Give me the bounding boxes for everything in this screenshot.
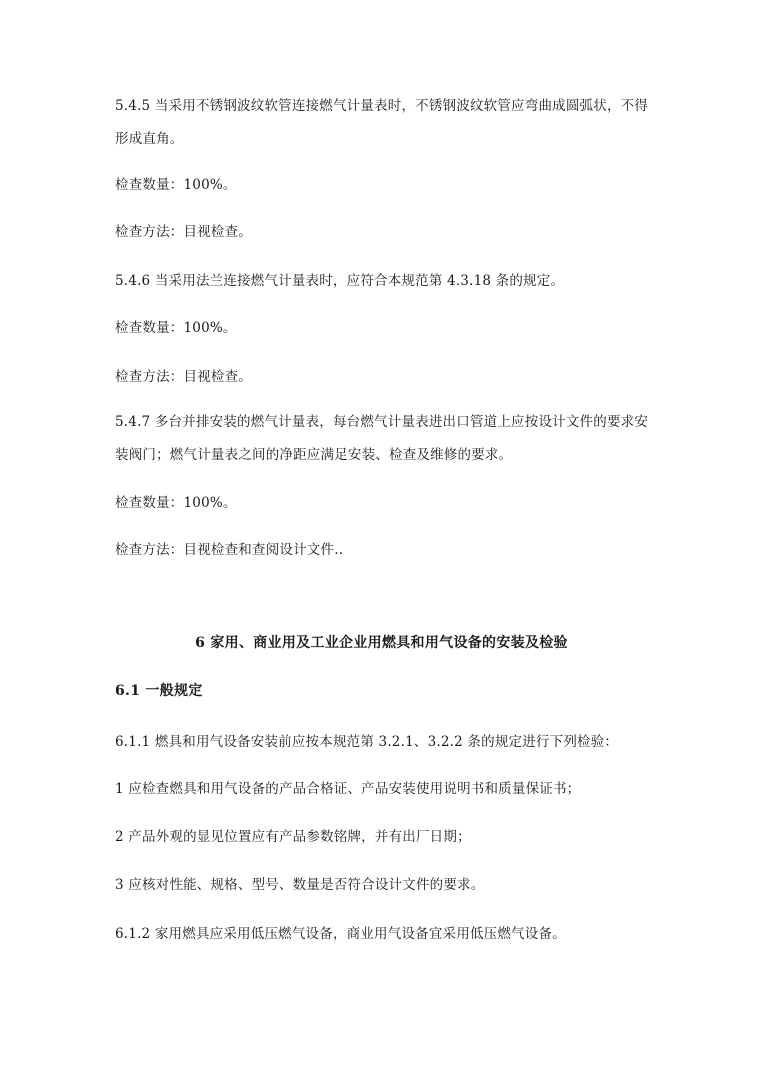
inspection-quantity: 检查数量：100%。 bbox=[115, 495, 237, 511]
clause-5-4-7: 5.4.7 多台并排安装的燃气计量表，每台燃气计量表进出口管道上应按设计文件的要求安装阀门；燃气计量表之间的净距应满足安装、检查及维修的要求。 bbox=[115, 414, 649, 463]
list-item-2: 2 产品外观的显见位置应有产品参数铭牌，并有出厂日期； bbox=[115, 829, 471, 845]
clause-5-4-6: 5.4.6 当采用法兰连接燃气计量表时，应符合本规范第 4.3.18 条的规定。 bbox=[115, 273, 565, 289]
inspection-quantity: 检查数量：100%。 bbox=[115, 177, 237, 193]
clause-5-4-5: 5.4.5 当采用不锈钢波纹软管连接燃气计量表时，不锈钢波纹软管应弯曲成圆弧状，不得形成直角。 bbox=[115, 98, 649, 147]
inspection-method: 检查方法：目视检查。 bbox=[115, 224, 252, 240]
inspection-method: 检查方法：目视检查和查阅设计文件.. bbox=[115, 542, 344, 558]
clause-6-1-1: 6.1.1 燃具和用气设备安装前应按本规范第 3.2.1、3.2.2 条的规定进行下列检验： bbox=[115, 734, 619, 750]
chapter-heading: 6 家用、商业用及工业企业用燃具和用气设备的安装及检验 bbox=[195, 635, 568, 651]
list-item-1: 1 应检查燃具和用气设备的产品合格证、产品安装使用说明书和质量保证书； bbox=[115, 781, 581, 797]
inspection-quantity: 检查数量：100%。 bbox=[115, 320, 237, 336]
inspection-method: 检查方法：目视检查。 bbox=[115, 369, 252, 385]
section-heading: 6.1 一般规定 bbox=[115, 683, 203, 699]
list-item-3: 3 应核对性能、规格、型号、数量是否符合设计文件的要求。 bbox=[115, 877, 485, 893]
clause-6-1-2: 6.1.2 家用燃具应采用低压燃气设备，商业用气设备宜采用低压燃气设备。 bbox=[115, 926, 566, 942]
